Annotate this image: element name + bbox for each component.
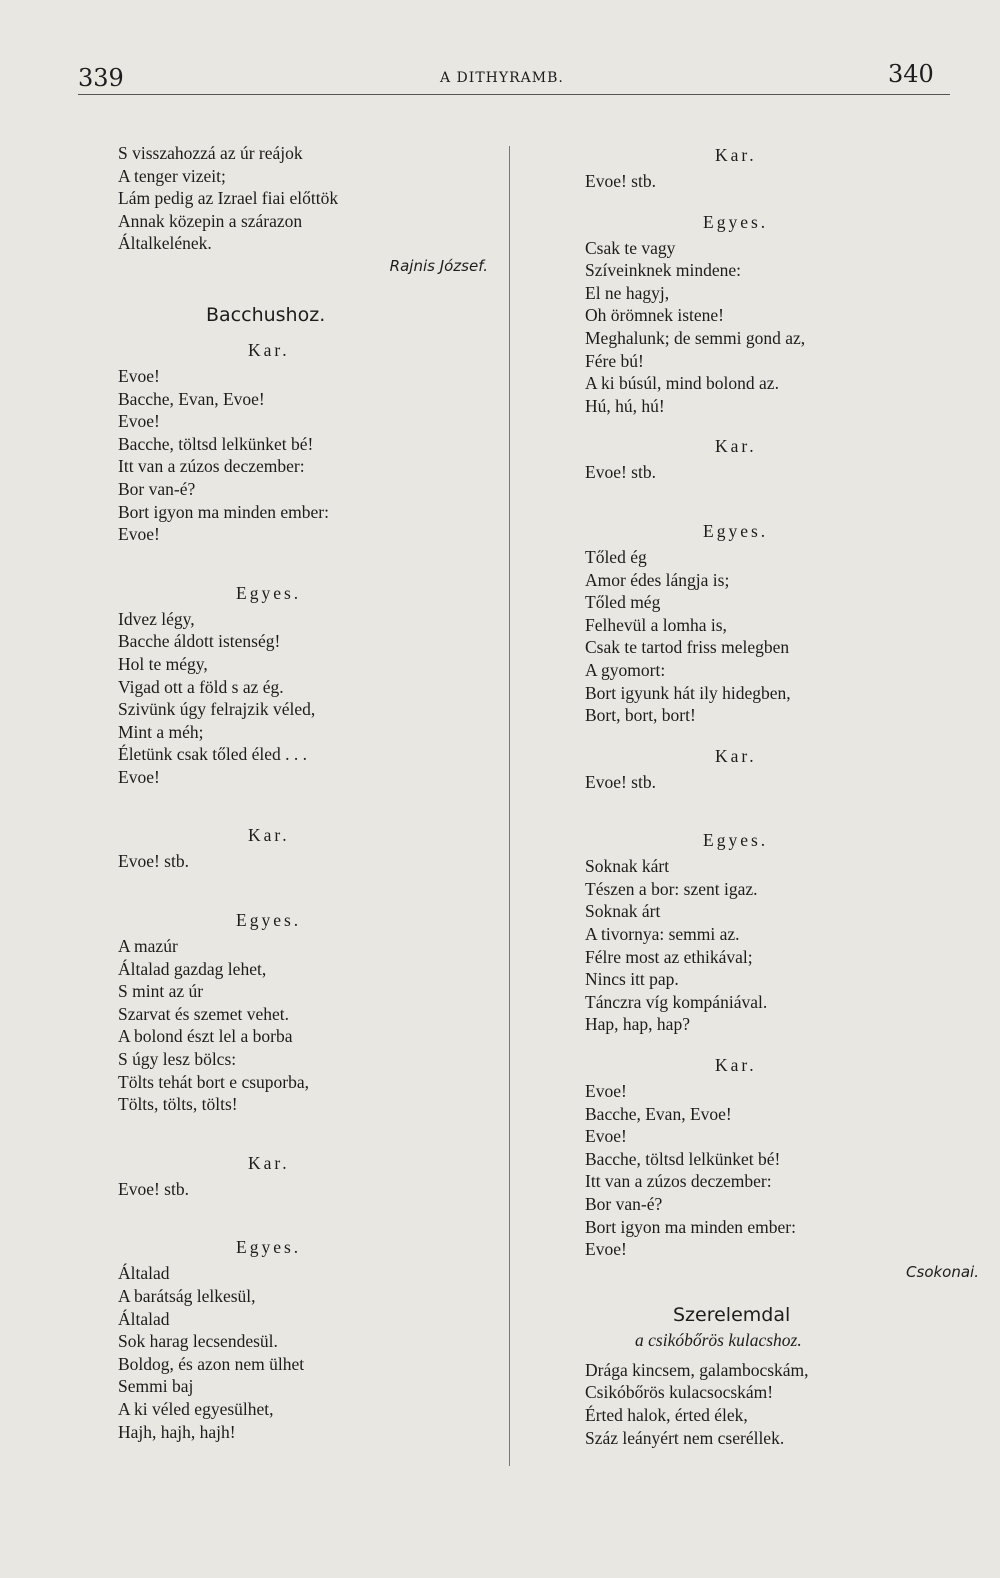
verse-line: Tészen a bor: szent igaz.	[585, 878, 758, 899]
verse-line: Csak te vagy	[585, 237, 676, 258]
verse-line: A barátság lelkesül,	[118, 1286, 256, 1306]
header-rule	[78, 94, 950, 95]
verse-line: A mazúr	[118, 936, 178, 957]
verse-line: S visszahozzá az úr reájok	[118, 143, 303, 163]
verse-line: S mint az úr	[118, 981, 204, 1002]
verse-line: Bort, bort, bort!	[585, 705, 696, 726]
role-kar: Kar.	[715, 1055, 757, 1076]
stanza	[585, 546, 965, 727]
verse-line: A ki búsúl, mind bolond az.	[585, 373, 779, 394]
verse-line: Általad gazdag lehet,	[118, 958, 267, 979]
verse-line: Csak te tartod friss melegben	[585, 637, 790, 658]
verse-line: Hajh, hajh, hajh!	[118, 1421, 236, 1442]
verse-line: Tánczra víg kompániával.	[585, 991, 768, 1012]
verse-line: Evoe! stb.	[585, 462, 656, 483]
verse-line: Bort igyon ma minden ember:	[118, 501, 329, 522]
role-kar: Kar.	[248, 1152, 290, 1173]
page-number-left: 339	[78, 64, 124, 92]
verse-line: Életünk csak tőled éled . . .	[118, 744, 308, 765]
verse-line: Annak közepin a szárazon	[118, 210, 303, 231]
verse-line: Sok harag lecsendesül.	[118, 1331, 278, 1352]
verse-line: El ne hagyj,	[585, 282, 670, 303]
verse-line: A gyomort:	[585, 659, 666, 680]
verse-line: Bacche, Evan, Evoe!	[585, 1103, 732, 1124]
verse-line: Soknak kárt	[585, 856, 670, 877]
role-egyes: Egyes.	[703, 830, 769, 851]
verse-line: Itt van a zúzos deczember:	[118, 456, 305, 477]
verse-line: Felhevül a lomha is,	[585, 614, 727, 635]
verse-line: Evoe!	[585, 1126, 627, 1147]
verse-line: Evoe!	[118, 524, 160, 545]
verse-line: Bort igyunk hát ily hidegben,	[585, 682, 791, 703]
verse-line: Lám pedig az Izrael fiai előttök	[118, 188, 339, 209]
verse-line: Vigad ott a föld s az ég.	[118, 676, 284, 697]
verse-line: S úgy lesz bölcs:	[118, 1049, 237, 1070]
role-kar: Kar.	[248, 339, 290, 360]
verse-line: Oh örömnek istene!	[585, 305, 724, 326]
poem2-author: Csokonai.	[906, 1262, 979, 1281]
verse-line: Szivünk úgy felrajzik véled,	[118, 699, 316, 720]
right-column	[585, 140, 979, 1449]
verse-line: Evoe!	[118, 365, 160, 386]
verse-line: Meghalunk; de semmi gond az,	[585, 327, 806, 348]
verse-line: Bor van-é?	[118, 478, 196, 499]
stanza	[585, 855, 965, 1036]
verse-line: Semmi baj	[118, 1376, 194, 1397]
verse-line: A tivornya: semmi az.	[585, 924, 740, 945]
stanza	[585, 1359, 965, 1449]
running-head: A DITHYRAMB.	[440, 70, 564, 86]
verse-line: Evoe! stb.	[118, 851, 189, 872]
verse-line: Általkelének.	[118, 233, 212, 254]
verse-line: Bort igyon ma minden ember:	[585, 1216, 796, 1237]
role-kar: Kar.	[715, 745, 757, 766]
verse-line: Általad	[118, 1263, 170, 1284]
verse-line: Evoe!	[585, 1081, 627, 1102]
verse-line: Evoe! stb.	[118, 1178, 189, 1199]
poem2-title: Bacchushoz.	[206, 303, 326, 326]
stanza	[118, 850, 498, 873]
verse-line: Bacche, töltsd lelkünket bé!	[118, 433, 314, 454]
verse-line: Drága kincsem, galambocskám,	[585, 1359, 809, 1380]
poem3-title: Szerelemdal	[673, 1303, 791, 1326]
verse-line: A ki véled egyesülhet,	[118, 1398, 274, 1419]
verse-line: Tőled még	[585, 592, 661, 613]
verse-line: Evoe!	[118, 766, 160, 787]
stanza	[118, 935, 498, 1116]
verse-line: Amor édes lángja is;	[585, 569, 730, 590]
stanza	[585, 170, 965, 193]
verse-line: Érted halok, érted élek,	[585, 1404, 748, 1425]
verse-line: Bacche áldott istenség!	[118, 631, 281, 652]
verse-line: Fére bú!	[585, 350, 644, 371]
verse-line: Mint a méh;	[118, 721, 204, 742]
verse-line: A tenger vizeit;	[118, 165, 226, 186]
verse-line: Bacche, töltsd lelkünket bé!	[585, 1148, 781, 1169]
verse-line: Csikóbőrös kulacsocskám!	[585, 1382, 774, 1403]
verse-line: Száz leányért nem cseréllek.	[585, 1427, 785, 1448]
verse-line: Hap, hap, hap?	[585, 1014, 690, 1035]
verse-line: Itt van a zúzos deczember:	[585, 1171, 772, 1192]
poem3-subtitle: a csikóbőrös kulacshoz.	[635, 1329, 802, 1350]
role-egyes: Egyes.	[236, 1237, 302, 1258]
verse-line: Szarvat és szemet vehet.	[118, 1003, 290, 1024]
verse-line: Bacche, Evan, Evoe!	[118, 388, 265, 409]
verse-line: Általad	[118, 1308, 170, 1329]
verse-line: A bolond észt lel a borba	[118, 1026, 293, 1047]
stanza	[118, 1262, 498, 1443]
verse-line: Bor van-é?	[585, 1194, 663, 1214]
role-egyes: Egyes.	[703, 211, 769, 232]
verse-line: Szíveinknek mindene:	[585, 260, 742, 281]
column-divider	[509, 146, 510, 1466]
verse-line: Nincs itt pap.	[585, 969, 679, 990]
role-kar: Kar.	[715, 145, 757, 165]
verse-line: Evoe!	[585, 1239, 627, 1260]
verse-line: Hú, hú, hú!	[585, 395, 665, 416]
verse-line: Hol te mégy,	[118, 653, 208, 674]
verse-line: Félre most az ethikával;	[585, 946, 753, 967]
verse-line: Evoe! stb.	[585, 771, 656, 792]
left-column	[118, 142, 498, 1443]
verse-line: Boldog, és azon nem ülhet	[118, 1353, 305, 1374]
stanza	[118, 1178, 498, 1201]
verse-line: Tölts tehát bort e csuporba,	[118, 1071, 309, 1092]
verse-line: Idvez légy,	[118, 608, 195, 629]
verse-line: Tölts, tölts, tölts!	[118, 1094, 238, 1115]
stanza	[118, 608, 498, 789]
stanza	[118, 365, 498, 546]
stanza	[585, 1080, 965, 1261]
verse-line: Evoe! stb.	[585, 171, 656, 191]
role-kar: Kar.	[715, 436, 757, 457]
poem1-author: Rajnis József.	[389, 256, 488, 275]
stanza	[585, 771, 965, 794]
stanza	[585, 237, 965, 418]
page-number-right: 340	[888, 60, 934, 88]
verse-line: Evoe!	[118, 411, 160, 432]
role-egyes: Egyes.	[703, 520, 769, 541]
verse-line: Soknak árt	[585, 901, 661, 922]
stanza	[585, 461, 965, 484]
poem1-stanza	[118, 142, 498, 255]
role-egyes: Egyes.	[236, 910, 302, 931]
role-kar: Kar.	[248, 825, 290, 846]
role-egyes: Egyes.	[236, 582, 302, 603]
verse-line: Tőled ég	[585, 546, 647, 567]
